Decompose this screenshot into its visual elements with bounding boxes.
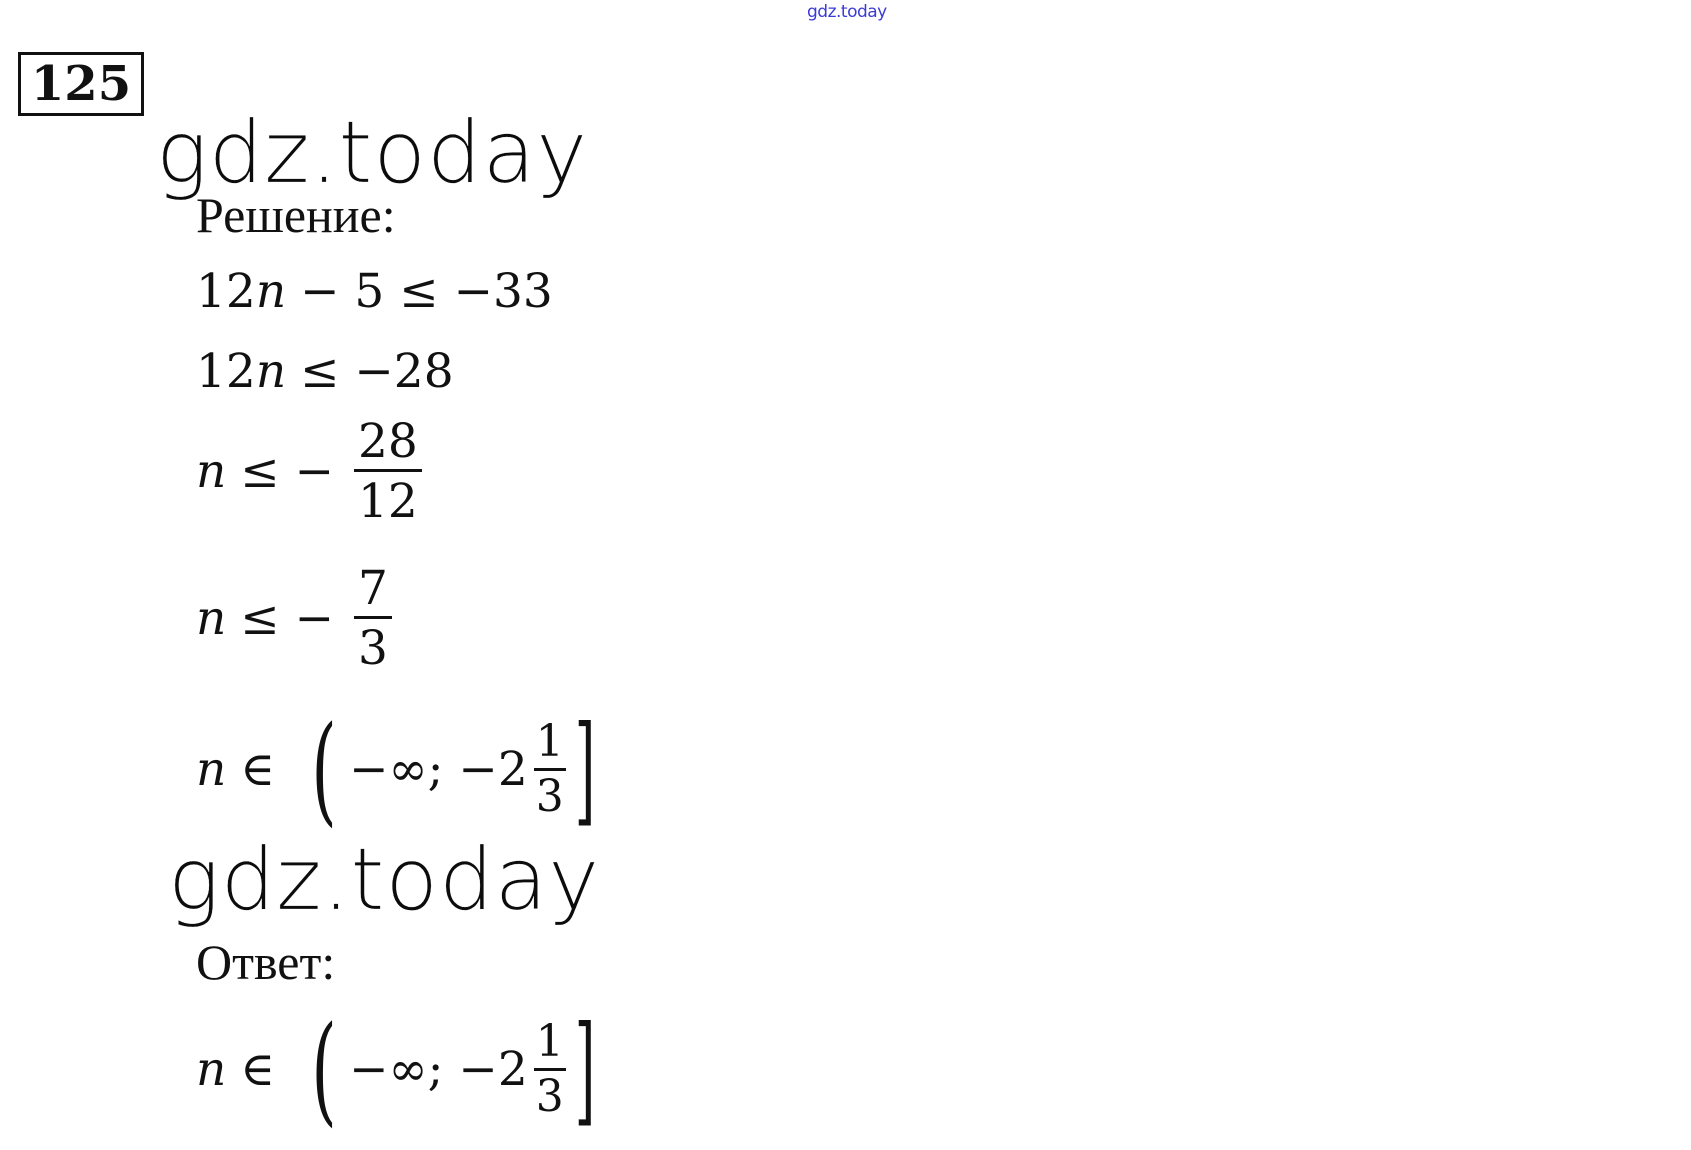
step-4-numerator: 7 — [357, 561, 388, 616]
step-5-fraction — [534, 715, 566, 822]
step-1 — [196, 264, 567, 319]
step-2-var: n — [255, 344, 287, 399]
answer-var: n — [196, 1041, 227, 1097]
step-5 — [196, 700, 608, 838]
answer-numerator: 1 — [535, 1015, 564, 1067]
solution-label: Решение: — [196, 187, 396, 243]
step-5-numerator: 1 — [535, 715, 564, 767]
step-1-coef: 12 — [196, 264, 256, 319]
step-4 — [196, 561, 392, 676]
answer-line — [196, 1000, 608, 1138]
step-5-rel: ∈ — [240, 741, 276, 797]
step-1-var: n — [255, 264, 287, 319]
step-5-interval: −∞; −2 — [349, 741, 528, 797]
answer-left-paren: ( — [311, 1000, 337, 1138]
step-4-rel: ≤ − — [240, 591, 334, 646]
watermark-logo-2: gdz.today — [168, 830, 601, 930]
step-4-fraction — [354, 561, 392, 676]
step-3-var: n — [196, 444, 227, 499]
step-5-left-paren: ( — [311, 700, 337, 838]
step-4-denominator: 3 — [354, 616, 392, 672]
step-2-coef: 12 — [196, 344, 256, 399]
answer-right-bracket: ] — [574, 1000, 596, 1138]
step-3-rel: ≤ − — [240, 444, 334, 499]
top-watermark: gdz.today — [807, 2, 887, 22]
answer-rel: ∈ — [240, 1041, 276, 1097]
step-3-fraction — [354, 414, 422, 529]
answer-label: Ответ: — [196, 934, 336, 990]
step-3-denominator: 12 — [354, 469, 422, 525]
answer-denominator: 3 — [534, 1068, 566, 1119]
step-4-var: n — [196, 591, 227, 646]
watermark-logo: gdz.today — [156, 103, 589, 203]
step-5-denominator: 3 — [534, 768, 566, 819]
step-1-rest: − 5 ≤ −33 — [300, 264, 553, 319]
step-5-var: n — [196, 741, 227, 797]
answer-interval: −∞; −2 — [349, 1041, 528, 1097]
step-2 — [196, 344, 468, 399]
problem-number: 125 — [18, 52, 144, 116]
step-3-numerator: 28 — [357, 414, 418, 469]
step-5-right-bracket: ] — [574, 700, 596, 838]
step-3 — [196, 414, 422, 529]
answer-fraction — [534, 1015, 566, 1122]
step-2-rest: ≤ −28 — [300, 344, 454, 399]
